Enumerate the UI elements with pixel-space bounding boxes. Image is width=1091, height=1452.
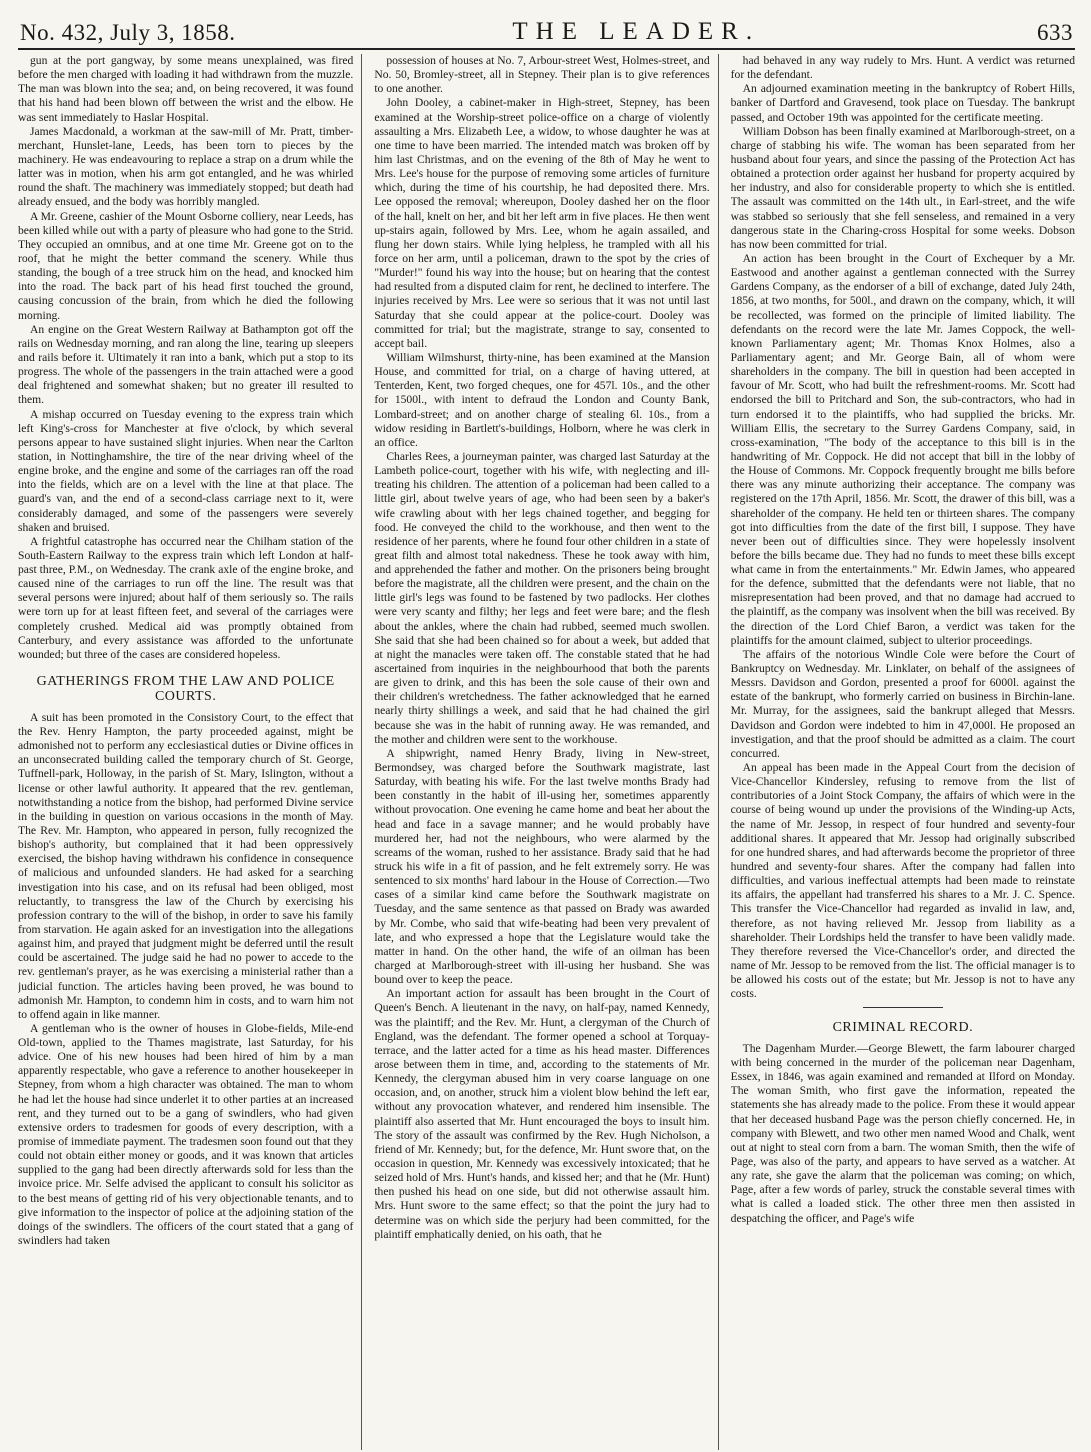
paragraph: A shipwright, named Henry Brady, living in New-street, Bermondsey, was charged before the Southwark magistrate, last Saturday, with beating his wife. For the last twelve months Brady had been constantly in the habit of ill-using her, sometimes apparently without provocation. One evening he came home and beat her about the head and face in a savage manner; and he would probably have murdered her, had not the neighbours, who were alarmed by the screams of the woman, rushed to her assistance. Brady said that he had struck his wife in a fit of passion, and he felt extremely sorry. He was sentenced to six months' hard labour in the House of Correction.—Two cases of a similar kind came before the Southwark magistrate on Tuesday, and the same sentence as that passed on Brady was awarded by Mr. Combe, who said that wife-beating had been very prevalent of late, and who expressed a hope that the Legislature would take the matter in hand. On the other hand, the wife of an oilman has been charged at Marlborough-street with ill-using her husband. She was bound over to keep the peace.: [374, 746, 710, 987]
paragraph: An important action for assault has been brought in the Court of Queen's Bench. A lieutenant in the navy, on half-pay, named Kennedy, was the plaintiff; and the Rev. Mr. Hunt, a clergyman of the Church of England, was the defendant. The former opened a school at Torquay-terrace, and the latter acted for a time as his head master. Differences arose between them in time, and, according to the statements of Mr. Kennedy, the clergyman abused him in very coarse language on one occasion, and, on another, struck him a violent blow behind the left ear, without any provocation whatever, and rendered him insensible. The plaintiff also asserted that Mr. Hunt encouraged the boys to insult him. The story of the assault was confirmed by the Rev. Hugh Nicholson, a friend of Mr. Kennedy; but, for the defence, Mr. Hunt swore that, on the occasion in question, Mr. Kennedy was excessively intoxicated; that he seized hold of Mrs. Hunt's hands, and kissed her; and that he (Mr. Hunt) then pushed his head on one side, but did not otherwise assault him. Mrs. Hunt swore to the same effect; so that the point the jury had to determine was on which side the perjury had been committed, for the plaintiff emphatically denied, on his oath, that he: [374, 987, 710, 1241]
paragraph: An appeal has been made in the Appeal Court from the decision of Vice-Chancellor Kindersley, refusing to remove from the list of contributories of a Joint Stock Company, the affairs of which were in the course of being wound up under the provisions of the Winding-up Acts, the name of Mr. Jessop, in respect of four hundred and seventy-four additional shares. It appeared that Mr. Jessop had originally subscribed for one hundred shares, and had afterwards become the proprietor of three hundred and seventy-four shares. After the company had fallen into difficulties, and various ineffectual attempts had been made to reinstate its affairs, the appellant had transferred his shares to a Mr. J. C. Spence. This transfer the Vice-Chancellor had regarded as invalid in law, and, therefore, as not having relieved Mr. Jessop from liability as a shareholder. Their Lordships held the transfer to have been validly made. They therefore reversed the Vice-Chancellor's order, and directed the name of Mr. Jessop to be removed from the list. The official manager is to be allowed his costs out of the estate; but Mr. Jessop is not to have any costs.: [730, 761, 1075, 1001]
section-heading-gatherings: GATHERINGS FROM THE LAW AND POLICE COURTS.: [36, 674, 335, 705]
article-columns: [18, 54, 1075, 1450]
paragraph: James Macdonald, a workman at the saw-mill of Mr. Pratt, timber-merchant, Hunslet-lane, Leeds, has been torn to pieces by the machinery. He was endeavouring to replace a strap on a drum while the latter was in motion, when his arm got entangled, and he was whirled round the shaft. The machinery was immediately stopped; but death had already ensued, and the body was horribly mangled.: [18, 124, 354, 209]
column-3: [731, 54, 1075, 1450]
paragraph: A Mr. Greene, cashier of the Mount Osborne colliery, near Leeds, has been killed while out with a party of pleasure who had gone to the Strid. They occupied an omnibus, and at one time Mr. Greene got on to the roof, that he might the better command the scenery. While thus standing, the bough of a tree struck him on the head, and knocked him into the road. The back part of his head first touched the ground, causing concussion of the brain, from which he died the following morning.: [18, 209, 354, 322]
masthead: [18, 12, 1075, 50]
paragraph: The Dagenham Murder.—George Blewett, the farm labourer charged with being concerned in the murder of the policeman near Dagenham, Essex, in 1846, was again examined and remanded at Ilford on Monday. The woman Smith, who first gave the information, repeated the statements she has already made to the police. From these it would appear that her deceased husband Page was the person chiefly concerned. He, in company with Blewett, and two other men named Wood and Chalk, went out at night to steal corn from a barn. The woman Smith, then the wife of Page, was also of the party, and appears to have served as a watcher. At any rate, she gave the alarm that the policeman was coming; on which, Page, after a few words of parley, struck the constable several times with what is called a loaded stick. The other three men then assisted in despatching the officer, and Page's wife: [730, 1041, 1075, 1225]
issue-line: No. 432, July 3, 1858.: [20, 20, 236, 45]
paragraph: William Wilmshurst, thirty-nine, has been examined at the Mansion House, and committed for trial, on a charge of having uttered, at Tenterden, Kent, two forged cheques, one for 457l. 10s., and the other for 1500l., with intent to defraud the London and County Bank, Lombard-street; and on another charge of stealing 6l. 10s., from a widow residing in Bartlett's-buildings, Holborn, where he was clerk in an office.: [374, 350, 710, 449]
paragraph: A mishap occurred on Tuesday evening to the express train which left King's-cross for Manchester at five o'clock, by which several persons appear to have sustained slight injuries. When near the Carlton station, in Nottinghamshire, the tire of the near driving wheel of the engine broke, and the engine and some of the carriages ran off the road into the fields, which are on a level with the line at that place. The guard's van, and the end of a second-class carriage next to it, were considerably damaged, and some of the passengers were severely shaken and bruised.: [18, 407, 354, 534]
section-heading-criminal-record: CRIMINAL RECORD.: [832, 1020, 974, 1036]
paragraph: had behaved in any way rudely to Mrs. Hunt. A verdict was returned for the defendant.: [730, 54, 1075, 82]
paragraph: An action has been brought in the Court of Exchequer by a Mr. Eastwood and another against a gentleman connected with the Surrey Gardens Company, as the endorser of a bill of exchange, dated July 24th, 1856, at two months, for 500l., and drawn on the company, which, it will be recollected, was formed on the principle of limited liability. The defendants on the record were the late Mr. James Coppock, the well-known Parliamentary agent; Mr. Thomas Knox Holmes, also a Parliamentary agent; and Mr. George Bain, all of whom were shareholders in the company. The bill in question had been accepted in favour of Mr. Scott, who had built the refreshment-rooms. Mr. Scott had endorsed the bill to Pritchard and Son, the sub-contractors, who had in turn endorsed it to the plaintiffs, who had supplied the bricks. Mr. William Ellis, the secretary to the Surrey Gardens Company, said, in cross-examination, "The body of the acceptance to this bill is in the handwriting of Mr. Coppock. He did not accept that bill in the lobby of the House of Commons. Mr. Coppock frequently brought me bills before there was any minute authorizing their acceptance. The company was registered on the 17th April, 1856. Mr. Scott, the drawer of this bill, was a shareholder of the company. He held ten or thirteen shares. The company got into difficulties from the date of the first bill, I suppose. They have never been out of difficulties since. They were hopelessly insolvent before the bills became due. They had no funds to meet these bills except what came in from the entertainments." Mr. Edwin James, who appeared for the defence, submitted that the defendants were not liable, that no misrepresentation had been proved, and that no damage had accrued to the plaintiff, as the company was insolvent when the bill was received. By the direction of the Lord Chief Baron, a verdict was taken for the plaintiffs for the amount claimed, subject to ulterior proceedings.: [730, 251, 1075, 647]
newspaper-title: THE LEADER.: [512, 18, 761, 45]
column-2: [374, 54, 718, 1450]
paragraph: A suit has been promoted in the Consistory Court, to the effect that the Rev. Henry Hampton, the party proceeded against, might be admonished not to perform any ecclesiastical duties or Divine offices in an unconsecrated building called the temporary church of St. George, Tuffnell-park, Holloway, in the parish of St. Mary, Islington, without a license or other lawful authority. It appeared that the rev. gentleman, notwithstanding a notice from the bishop, had performed Divine service in the building in question on various occasions in the month of May. The Rev. Mr. Hampton, who appeared in person, fully recognized the bishop's authority, but complained that it had been oppressively exercised, the bishop having withdrawn his confidence in consequence of malicious and unfounded slanders. He had asked for a searching investigation into his case, and on its refusal had been obliged, most reluctantly, to transgress the law of the Church by exercising his profession contrary to the will of the bishop, in order to save his family from starvation. He again asked for an investigation into the allegations against him, and prayed that judgment might be deferred until the result could be ascertained. The judge said he had no power to accede to the rev. gentleman's prayer, as he was exercising a ministerial rather than a judicial function. The articles having been proved, he was bound to admonish Mr. Hampton, to condemn him in costs, and to warn him not to offend again in like manner.: [18, 710, 354, 1021]
paragraph: The affairs of the notorious Windle Cole were before the Court of Bankruptcy on Wednesday. Mr. Linklater, on behalf of the assignees of Messrs. Davidson and Gordon, presented a proof for 6000l. against the estate of the bankrupt, who formerly carried on business in Birchin-lane. Mr. Murray, for the assignees, said the bankrupt alleged that Messrs. Davidson and Gordon were indebted to him in 47,000l. He proposed an investigation, and that the proof should be admitted as a claim. The court concurred.: [730, 647, 1075, 760]
paragraph: possession of houses at No. 7, Arbour-street West, Holmes-street, and No. 50, Bromley-street, all in Stepney. Their plan is to give references to one another.: [374, 54, 710, 96]
paragraph: A gentleman who is the owner of houses in Globe-fields, Mile-end Old-town, applied to the Thames magistrate, last Saturday, for his advice. One of his new houses had been hired of him by a man apparently respectable, who gave a reference to another housekeeper in Stepney, from whom a high character was obtained. The man to whom he had let the house had since underlet it to other parties at an increased rent, and they turned out to be a gang of swindlers, who had given extensive orders to tradesmen for goods of every description, with a promise of immediate payment. The tradesmen soon found out that they could not obtain either money or goods, and it was known that articles supplied to the gang had been directly afterwards sold for less than the invoice price. Mr. Selfe advised the applicant to consult his solicitor as to the best means of getting rid of his very objectionable tenants, and to give information to the inspector of police at the adjoining station of the doings of the swindlers. The officers of the court stated that a gang of swindlers had taken: [18, 1021, 354, 1248]
paragraph: An engine on the Great Western Railway at Bathampton got off the rails on Wednesday morning, and ran along the line, tearing up sleepers and rails before it. Ultimately it ran into a bank, which put a stop to its progress. The whole of the passengers in the train attached were a good deal frightened and somewhat shaken; but no greater ill resulted to them.: [18, 322, 354, 407]
paragraph: A frightful catastrophe has occurred near the Chilham station of the South-Eastern Railway to the express train which left London at half-past three, P.M., on Wednesday. The crank axle of the engine broke, and caused nine of the carriages to run off the line. The result was that several persons were injured; about half of them seriously so. The rails were torn up for at least fifteen feet, and several of the carriages were completely crushed. Medical aid was promptly obtained from Canterbury, and every assistance was afforded to the unfortunate wounded; but three of the cases are considered hopeless.: [18, 534, 354, 661]
page-number: 633: [1037, 20, 1073, 45]
column-1: [18, 54, 362, 1450]
paragraph: John Dooley, a cabinet-maker in High-street, Stepney, has been examined at the Worship-street police-office on a charge of violently assaulting a Mrs. Elizabeth Lee, a widow, to whose daughter he was at one time to have been married. The intended match was broken off by him last Christmas, and on the evening of the 8th of May he went to Mrs. Lee's house for the purpose of removing some articles of furniture which, during the time of his courtship, he had deposited there. Mrs. Lee opposed the removal; whereupon, Dooley dashed her on the floor of the hall, knelt on her, and bit her left arm in five places. He then went up-stairs again, followed by Mrs. Lee, whom he again assailed, and flung her down stairs. While lying helpless, he trampled with all his force on her arm, until a policeman, drawn to the spot by the cries of "Murder!" found his way into the house; but on hearing that the contest had resulted from a disputed claim for rent, he declined to interfere. The injuries received by Mrs. Lee were so serious that it was not until last Saturday that she could appear at the police-court. Dooley was committed for trial; but the magistrate, strange to say, consented to accept bail.: [374, 96, 710, 350]
divider: [863, 1007, 943, 1008]
paragraph: Charles Rees, a journeyman painter, was charged last Saturday at the Lambeth police-court, together with his wife, with neglecting and ill-treating his children. The attention of a policeman had been called to a little girl, about twelve years of age, who had been seen by a baker's wife crawling about with her legs chained together, and begging for food. He conveyed the child to the workhouse, and then went to the residence of her parents, where he found four other children in a state of great filth and almost total nakedness. These he took away with him, and apprehended the father and mother. On the prisoners being brought before the magistrate, all the children were present, and the chain on the little girl's legs was found to be fastened by two padlocks. Her clothes were very scanty and filthy; her legs and feet were bare; and the flesh about the ankles, where the chain had rubbed, seemed much swollen. She said that she had been chained so for about a week, but added that at night the manacles were taken off. The constable stated that he had ascertained from inquiries in the neighbourhood that both the parents are given to drink, and this has been the sole cause of their own and their children's wretchedness. The father acknowledged that he earned nearly thirty shillings a week, and said that he had chained the girl because she was in the habit of running away. He was remanded, and the mother and children were sent to the workhouse.: [374, 449, 710, 746]
paragraph: William Dobson has been finally examined at Marlborough-street, on a charge of stabbing his wife. The woman has been separated from her husband about four years, and since the passing of the Protection Act has obtained a protection order against her husband for property acquired by her industry, and also for considerable property to which she is entitled. The assault was committed on the 14th ult., in Earl-street, and the wife was stabbed so seriously that she fell senseless, and remained in a very dangerous state in the Charing-cross Hospital for some weeks. Dobson has now been committed for trial.: [730, 124, 1075, 251]
paragraph: gun at the port gangway, by some means unexplained, was fired before the men charged with loading it had withdrawn from the muzzle. The man was blown into the sea; and, on being recovered, it was found that his hand had been blown off between the wrist and the elbow. He was sent immediately to Haslar Hospital.: [18, 54, 354, 124]
paragraph: An adjourned examination meeting in the bankruptcy of Robert Hills, banker of Dartford and Gravesend, took place on Tuesday. The bankrupt passed, and October 19th was appointed for the certificate meeting.: [730, 82, 1075, 124]
